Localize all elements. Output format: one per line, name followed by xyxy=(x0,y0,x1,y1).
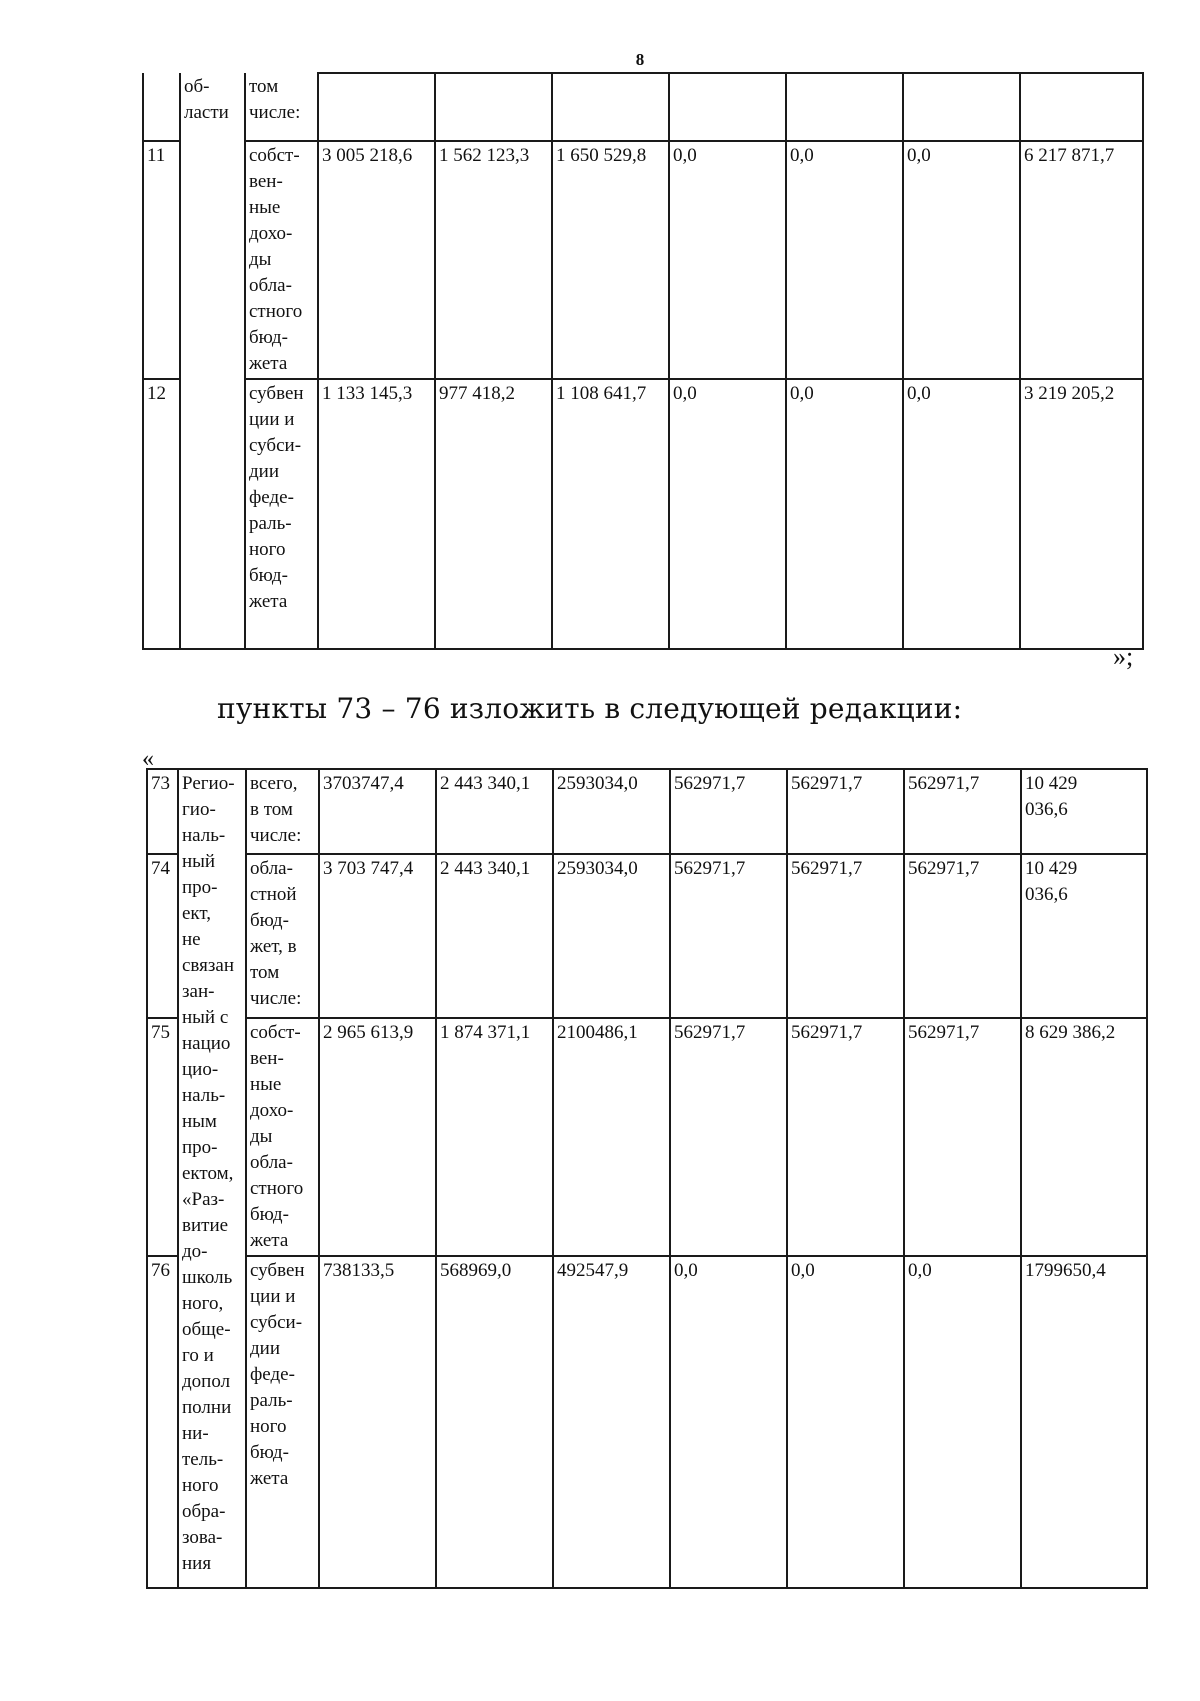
value-cell: 1 650 529,8 xyxy=(552,141,669,379)
value-cell: 562971,7 xyxy=(787,1018,904,1256)
table-row xyxy=(147,1256,1147,1588)
value-cell: 0,0 xyxy=(669,141,786,379)
funding-source-cell xyxy=(246,1018,319,1256)
value-cell: 562971,7 xyxy=(904,1018,1021,1256)
row-number: 12 xyxy=(143,379,180,649)
program-name-cell xyxy=(178,769,246,1588)
row-number: 11 xyxy=(143,141,180,379)
row-number: 75 xyxy=(147,1018,178,1256)
value-cell xyxy=(318,73,435,141)
value-cell: 562971,7 xyxy=(787,769,904,854)
table-row xyxy=(147,854,1147,1018)
value-cell: 1 133 145,3 xyxy=(318,379,435,649)
funding-source-label: обла- стной бюд- жет, в том числе: xyxy=(250,858,302,1009)
value-cell: 977 418,2 xyxy=(435,379,552,649)
value-cell xyxy=(669,73,786,141)
value-cell xyxy=(903,73,1020,141)
table-row xyxy=(147,769,1147,854)
funding-source-cell xyxy=(245,141,318,379)
value-cell: 0,0 xyxy=(670,1256,787,1588)
funding-source-cell xyxy=(245,379,318,649)
funding-source-cell xyxy=(245,73,318,141)
table-row xyxy=(143,379,1143,649)
value-cell xyxy=(435,73,552,141)
value-cell: 3 005 218,6 xyxy=(318,141,435,379)
row-number: 73 xyxy=(147,769,178,854)
table-row xyxy=(143,73,1143,141)
value-cell: 3 703 747,4 xyxy=(319,854,436,1018)
value-cell: 0,0 xyxy=(669,379,786,649)
value-cell: 0,0 xyxy=(904,1256,1021,1588)
funding-source-label: том числе: xyxy=(249,76,301,123)
row-number-cell xyxy=(143,73,180,141)
program-name: Регио- гио- наль- ный про- ект, не связан зан- ный с нацио цио- наль- ным про- ектом, «Раз- витие до- школь ного, обще- го и допол полни ни- тель- ного обра- зова- ния xyxy=(182,773,235,1574)
funding-source-label: собст- вен- ные дохо- ды обла- стного бюд- жета xyxy=(250,1022,304,1251)
value-cell: 3703747,4 xyxy=(319,769,436,854)
value-cell: 1 562 123,3 xyxy=(435,141,552,379)
funding-source-label: субвен ции и субси- дии феде- раль- ного бюд- жета xyxy=(250,1260,305,1489)
value-cell: 562971,7 xyxy=(904,769,1021,854)
row-number: 76 xyxy=(147,1256,178,1588)
closing-quote-mark: »; xyxy=(1113,642,1134,671)
value-cell: 562971,7 xyxy=(670,769,787,854)
value-cell: 562971,7 xyxy=(787,854,904,1018)
budget-table-continued xyxy=(142,72,1144,650)
total-value: 10 429 036,6 xyxy=(1025,773,1078,820)
funding-source-cell xyxy=(246,769,319,854)
funding-source-cell xyxy=(246,854,319,1018)
value-cell: 2 965 613,9 xyxy=(319,1018,436,1256)
value-cell xyxy=(786,73,903,141)
value-cell: 0,0 xyxy=(787,1256,904,1588)
value-cell: 2 443 340,1 xyxy=(436,769,553,854)
total-cell: 6 217 871,7 xyxy=(1020,141,1143,379)
value-cell: 2 443 340,1 xyxy=(436,854,553,1018)
value-cell: 0,0 xyxy=(786,141,903,379)
funding-source-label: всего, в том числе: xyxy=(250,773,302,846)
row-number: 74 xyxy=(147,854,178,1018)
amendment-instruction: пункты 73 – 76 изложить в следующей редакции: xyxy=(217,692,963,725)
value-cell: 0,0 xyxy=(903,141,1020,379)
total-cell: 1799650,4 xyxy=(1021,1256,1147,1588)
value-cell: 562971,7 xyxy=(670,854,787,1018)
total-cell xyxy=(1021,854,1147,1018)
table-row xyxy=(147,1018,1147,1256)
page-number: 8 xyxy=(635,50,645,69)
funding-source-label: собст- вен- ные дохо- ды обла- стного бюд- жета xyxy=(249,145,303,374)
value-cell xyxy=(1020,73,1143,141)
value-cell xyxy=(552,73,669,141)
total-cell: 8 629 386,2 xyxy=(1021,1018,1147,1256)
value-cell: 2593034,0 xyxy=(553,854,670,1018)
value-cell: 2593034,0 xyxy=(553,769,670,854)
value-cell: 738133,5 xyxy=(319,1256,436,1588)
value-cell: 2100486,1 xyxy=(553,1018,670,1256)
funding-source-cell xyxy=(246,1256,319,1588)
value-cell: 562971,7 xyxy=(670,1018,787,1256)
value-cell: 568969,0 xyxy=(436,1256,553,1588)
program-name: об- ласти xyxy=(184,76,229,123)
value-cell: 562971,7 xyxy=(904,854,1021,1018)
opening-quote-mark: « xyxy=(142,746,154,772)
total-cell: 3 219 205,2 xyxy=(1020,379,1143,649)
value-cell: 1 108 641,7 xyxy=(552,379,669,649)
total-value: 10 429 036,6 xyxy=(1025,858,1078,905)
program-name-cell xyxy=(180,73,245,649)
value-cell: 0,0 xyxy=(786,379,903,649)
value-cell: 1 874 371,1 xyxy=(436,1018,553,1256)
table-row xyxy=(143,141,1143,379)
value-cell: 492547,9 xyxy=(553,1256,670,1588)
funding-source-label: субвен ции и субси- дии феде- раль- ного бюд- жета xyxy=(249,383,304,612)
value-cell: 0,0 xyxy=(903,379,1020,649)
budget-table-points-73-76 xyxy=(146,768,1148,1589)
total-cell xyxy=(1021,769,1147,854)
